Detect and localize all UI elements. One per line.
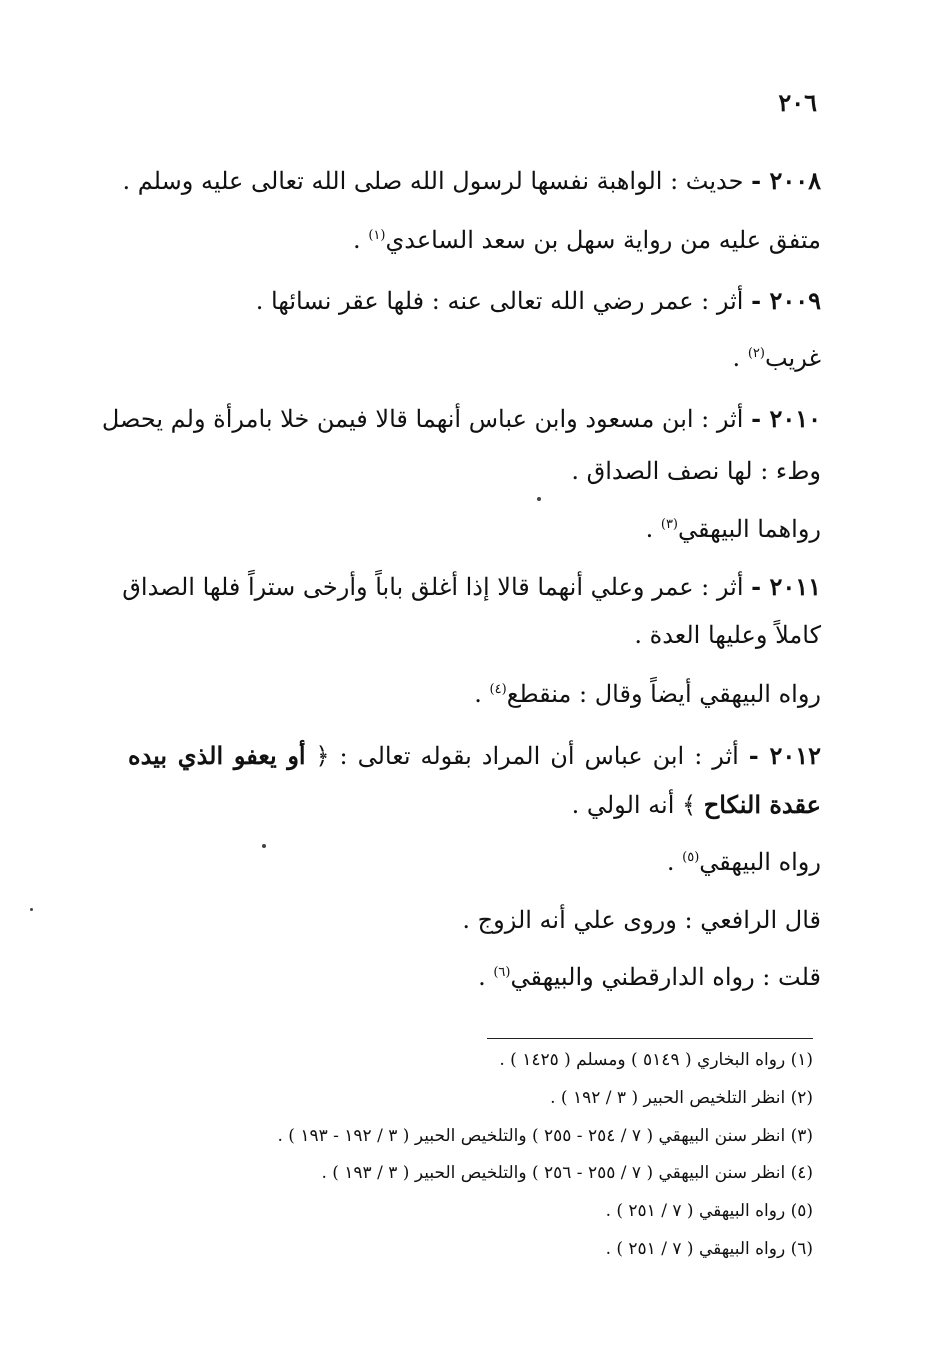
- footnote-5: (٥) رواه البيهقي ( ٧ / ٢٥١ ) .: [605, 1201, 813, 1221]
- footnote-ref: (٦): [493, 965, 511, 980]
- entry-2012-line-4: [462, 905, 821, 936]
- entry-text: رواه البيهقي: [699, 848, 821, 876]
- entry-2011-line-3: [474, 679, 821, 710]
- punctuation: .: [353, 226, 369, 254]
- footnote-ref: (٣): [660, 517, 678, 532]
- entry-text: قال الرافعي : وروى علي أنه الزوج .: [462, 906, 821, 934]
- quran-quote: عقدة النكاح: [703, 790, 821, 819]
- entry-2012-line-1: [128, 740, 821, 772]
- punctuation: .: [645, 515, 661, 543]
- entry-2011-line-2: [634, 620, 821, 651]
- footnote-6: (٦) رواه البيهقي ( ٧ / ٢٥١ ) .: [605, 1239, 813, 1259]
- entry-text: رواهما البيهقي: [678, 515, 821, 543]
- footnote-4: (٤) انظر سنن البيهقي ( ٧ / ٢٥٥ - ٢٥٦ ) والتلخيص الحبير ( ٣ / ١٩٣ ) .: [321, 1163, 813, 1183]
- footnote-3: (٣) انظر سنن البيهقي ( ٧ / ٢٥٤ - ٢٥٥ ) والتلخيص الحبير ( ٣ / ١٩٢ - ١٩٣ ) .: [277, 1126, 813, 1146]
- entry-number: ٢٠١٠ -: [751, 404, 821, 433]
- entry-2009-line-2: [733, 343, 821, 374]
- footnote-ref: (١): [368, 228, 386, 243]
- entry-2009-line-1: [256, 285, 821, 317]
- entry-2008-line-1: [122, 165, 821, 197]
- entry-text: حديث : الواهبة نفسها لرسول الله صلى الله تعالى عليه وسلم .: [122, 167, 752, 195]
- entry-text: قلت : رواه الدارقطني والبيهقي: [510, 963, 821, 991]
- entry-text: متفق عليه من رواية سهل بن سعد الساعدي: [385, 226, 821, 254]
- footnote-1: (١) رواه البخاري ( ٥١٤٩ ) ومسلم ( ١٤٢٥ ) .: [499, 1050, 813, 1070]
- quran-quote: أو يعفو الذي بيده: [128, 741, 306, 770]
- entry-text: أثر : عمر وعلي أنهما قالا إذا أغلق باباً وأرخى ستراً فلها الصداق: [122, 573, 752, 601]
- entry-number: ٢٠١١ -: [751, 572, 821, 601]
- punctuation: .: [474, 680, 490, 708]
- entry-text: رواه البيهقي أيضاً وقال : منقطع: [506, 680, 821, 708]
- scan-speck: [537, 497, 541, 501]
- entry-number: ٢٠٠٨ -: [751, 166, 821, 195]
- entry-text: كاملاً وعليها العدة .: [634, 621, 821, 649]
- footnote-ref: (٤): [489, 682, 507, 697]
- entry-2010-line-3: [646, 514, 821, 545]
- punctuation: .: [732, 344, 748, 372]
- punctuation: .: [666, 848, 683, 876]
- entry-2011-line-1: [122, 571, 821, 603]
- entry-2008-line-2: [353, 225, 821, 256]
- footnote-2: (٢) انظر التلخيص الحبير ( ٣ / ١٩٢ ) .: [550, 1088, 813, 1108]
- entry-text: ﴾ أنه الولي .: [571, 791, 704, 819]
- page-number: ٢٠٦: [778, 88, 817, 117]
- entry-2012-line-3: [667, 847, 821, 878]
- entry-2010-line-1: [101, 403, 821, 435]
- entry-number: ٢٠١٢ -: [748, 741, 822, 770]
- footnote-ref: (٥): [682, 850, 700, 865]
- entry-2010-line-2: [571, 456, 821, 487]
- footnote-ref: (٢): [747, 346, 765, 361]
- scan-speck: [262, 844, 266, 848]
- punctuation: .: [478, 963, 494, 991]
- scan-speck: [30, 908, 33, 911]
- entry-text: غريب: [764, 344, 821, 372]
- entry-2012-line-5: [478, 962, 821, 993]
- entry-text: أثر : ابن مسعود وابن عباس أنهما قالا فيمن خلا بامرأة ولم يحصل: [101, 405, 752, 433]
- footnote-divider: [487, 1038, 813, 1039]
- entry-text: وطء : لها نصف الصداق .: [571, 457, 821, 485]
- entry-number: ٢٠٠٩ -: [751, 286, 821, 315]
- entry-text: أثر : ابن عباس أن المراد بقوله تعالى : ﴿: [305, 742, 749, 770]
- entry-2012-line-2: [572, 789, 821, 821]
- entry-text: أثر : عمر رضي الله تعالى عنه : فلها عقر نسائها .: [255, 287, 752, 315]
